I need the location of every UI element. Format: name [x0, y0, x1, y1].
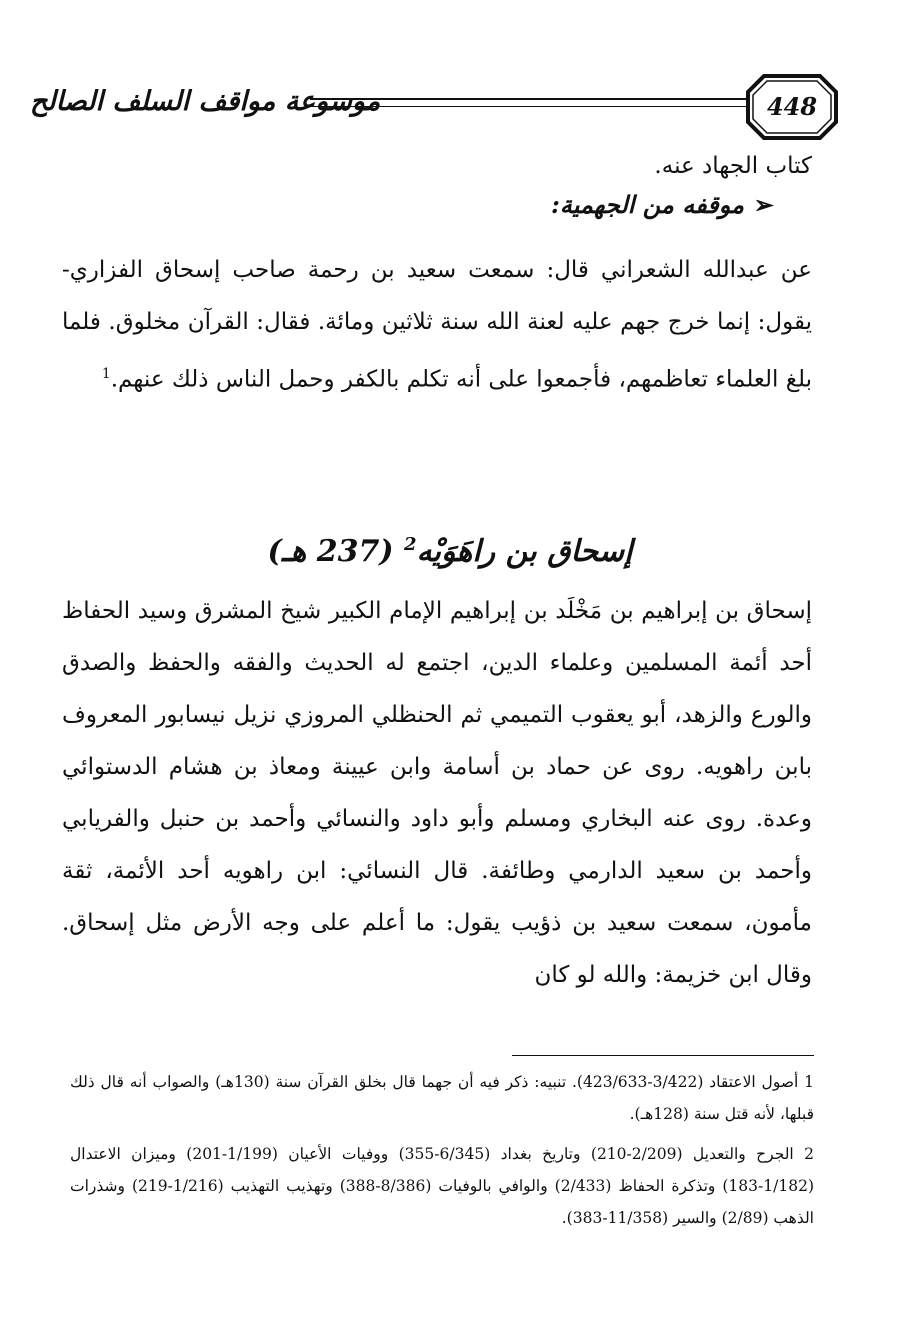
continuation-text	[62, 140, 812, 192]
paragraph-2	[62, 585, 812, 1001]
series-title: موسوعة مواقف السلف الصالح	[30, 86, 381, 117]
subheading	[120, 190, 774, 219]
footnote-ref-2: 2	[404, 534, 417, 555]
arrow-bullet-icon: ➢	[753, 190, 774, 219]
footnote-1: 1 أصول الاعتقاد (3/422-423/633). تنبيه: ذكر فيه أن جهما قال بخلق القرآن سنة (130هـ) والصواب أنه قال ذلك قبلها، لأنه قتل سنة (128هـ).	[70, 1073, 815, 1123]
section-title-name: إسحاق بن راهَوَيْه	[416, 534, 633, 569]
paragraph-1-text: عن عبدالله الشعراني قال: سمعت سعيد بن رحمة صاحب إسحاق الفزاري- يقول: إنما خرج جهم عليه لعنة الله سنة ثلاثين ومائة. فقال: القرآن مخلوق. فلما بلغ العلماء تعاظمهم، فأجمعوا على أنه تكلم بالكفر وحمل الناس ذلك عنهم.	[62, 257, 812, 393]
footnote-ref-1: 1	[101, 366, 111, 382]
page-number-badge	[744, 72, 840, 142]
page-number: 448	[766, 92, 818, 121]
section-title	[200, 534, 700, 569]
header-rule	[310, 98, 746, 100]
footnote-separator	[512, 1055, 814, 1056]
continuation-line: كتاب الجهاد عنه.	[654, 153, 812, 179]
subheading-text: موقفه من الجهمية:	[551, 190, 744, 219]
header-rule-thin	[310, 106, 746, 107]
footnote-2: 2 الجرح والتعديل (2/209-210) وتاريخ بغداد (6/345-355) ووفيات الأعيان (1/199-201) وميزان الاعتدال (1/182-183) وتذكرة الحفاظ (2/433) والوافي بالوفيات (8/386-388) وتهذيب التهذيب (1/216-219) وشذرات الذهب (2/89) والسير (11/358-383).	[70, 1145, 815, 1227]
paragraph-1	[62, 244, 812, 406]
paragraph-2-text: إسحاق بن إبراهيم بن مَخْلَد بن إبراهيم الإمام الكبير شيخ المشرق وسيد الحفاظ أحد أئمة المسلمين وعلماء الدين، اجتمع له الحديث والفقه والحفظ والصدق والورع والزهد، أبو يعقوب التميمي ثم الحنظلي المروزي نزيل نيسابور المعروف بابن راهويه. روى عن حماد بن أسامة وابن عيينة ومعاذ بن هشام الدستوائي وعدة. روى عنه البخاري ومسلم وأبو داود والنسائي وأحمد بن حنبل والفريابي وأحمد بن سعيد الدارمي وطائفة. قال النسائي: ابن راهويه أحد الأئمة، ثقة مأمون، سمعت سعيد بن ذؤيب يقول: ما أعلم على وجه الأرض مثل إسحاق. وقال ابن خزيمة: والله لو كان	[62, 598, 812, 988]
section-title-date: (237 هـ)	[267, 534, 394, 569]
page-header	[20, 60, 840, 150]
